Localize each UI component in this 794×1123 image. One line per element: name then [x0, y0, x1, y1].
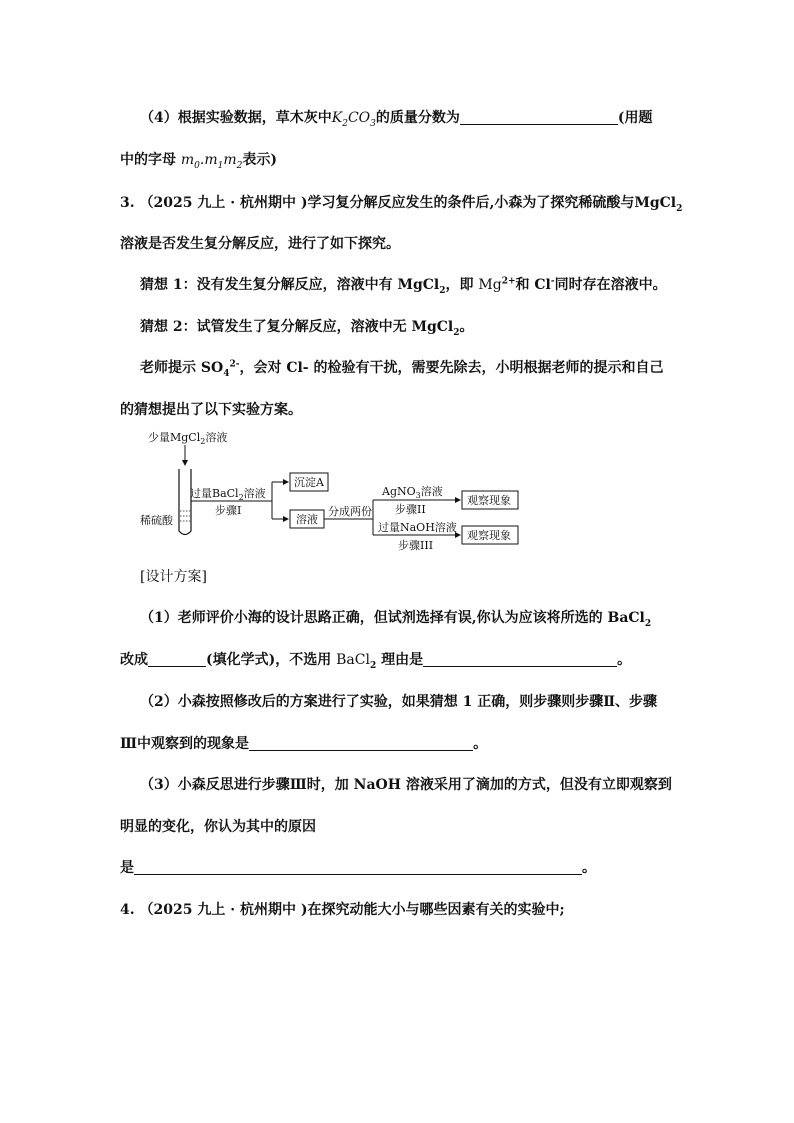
q2-part4-line1: （4）根据实验数据，草木灰中$K_2CO_3$的质量分数为 (用题	[140, 110, 653, 129]
svg-text:沉淀A: 沉淀A	[294, 476, 324, 489]
q3-part2-line2: Ⅲ中观察到的现象是 。	[120, 736, 488, 752]
svg-text:观察现象: 观察现象	[467, 494, 511, 507]
cause-answer-blank[interactable]	[134, 860, 582, 875]
step1-reagent-label: 过量BaCl$_2$溶液	[190, 487, 266, 502]
split-label: 分成两份	[328, 505, 372, 518]
svg-text:溶液: 溶液	[296, 513, 318, 526]
step3-reagent-label: 过量NaOH溶液	[378, 521, 457, 534]
formula-k2co3: $K_2CO_3$	[331, 110, 376, 129]
q3-part1-line2: 改成 (填化学式)，不选用 BaCl$_2$ 理由是 。	[120, 652, 632, 671]
step1-label: 步骤I	[215, 504, 242, 517]
step2-reagent-label: AgNO$_3$溶液	[382, 485, 443, 500]
experiment-flow-diagram	[130, 425, 530, 555]
reason-answer-blank[interactable]	[423, 652, 617, 667]
test-tube-icon	[179, 469, 191, 535]
q3-part3-line1: （3）小森反思进行步骤Ⅲ时，加 NaOH 溶液采用了滴加的方式，但没有立即观察到	[140, 777, 672, 793]
phenomenon-answer-blank[interactable]	[249, 736, 473, 751]
part-number: （4）	[140, 110, 178, 126]
question-number: 3.	[120, 195, 135, 211]
q3-part2-line1: （2）小森按照修改后的方案进行了实验，如果猜想 1 正确，则步骤则步骤Ⅱ、步骤	[140, 694, 658, 710]
formula-answer-blank[interactable]	[148, 652, 206, 667]
answer-blank[interactable]	[460, 110, 618, 125]
step2-label: 步骤II	[395, 503, 426, 516]
mgcl2-solution-label: 少量MgCl$_2$溶液	[148, 431, 228, 446]
question-number: 4.	[120, 902, 135, 918]
svg-text:观察现象: 观察现象	[467, 529, 511, 542]
q3-hint-line1: 老师提示 $SO_4^{2-}$，会对 Cl- 的检验有干扰，需要先除去，小明根据老师的提示和自己	[140, 359, 664, 379]
q4-header: 4. （2025 九上 · 杭州期中 )在探究动能大小与哪些因素有关的实验中;	[120, 902, 565, 918]
q2-part4-line2: 中的字母 $m_0.m_1m_2$表示)	[120, 152, 277, 171]
q3-part3-line3: 是 。	[120, 860, 596, 876]
q3-part3-line2: 明显的变化，你认为其中的原因	[120, 819, 316, 835]
variables: $m_0.m_1m_2$	[180, 152, 243, 171]
q3-guess2: 猜想 2：试管发生了复分解反应，溶液中无 MgCl$_2$。	[140, 319, 474, 338]
design-heading: [设计方案]	[140, 569, 207, 585]
q3-header: 3. （2025 九上 · 杭州期中 )学习复分解反应发生的条件后,小森为了探究稀硫酸与MgCl$_2$	[120, 195, 683, 214]
question-source: （2025 九上 · 杭州期中 )	[139, 195, 308, 211]
q3-intro-line2: 溶液是否发生复分解反应，进行了如下探究。	[120, 236, 400, 252]
step3-label: 步骤III	[398, 539, 434, 552]
q3-hint-line2: 的猜想提出了以下实验方案。	[120, 402, 302, 418]
q3-part1-line1: （1）老师评价小海的设计思路正确，但试剂选择有误,你认为应该将所选的 BaCl$_2$	[140, 610, 652, 629]
q3-guess1: 猜想 1：没有发生复分解反应，溶液中有 MgCl$_2$，即 $Mg^{2+}$和 Cl-同时存在溶液中。	[140, 276, 667, 296]
question-source: （2025 九上 · 杭州期中 )	[139, 902, 308, 918]
dilute-sulfuric-acid-label: 稀硫酸	[140, 514, 173, 527]
